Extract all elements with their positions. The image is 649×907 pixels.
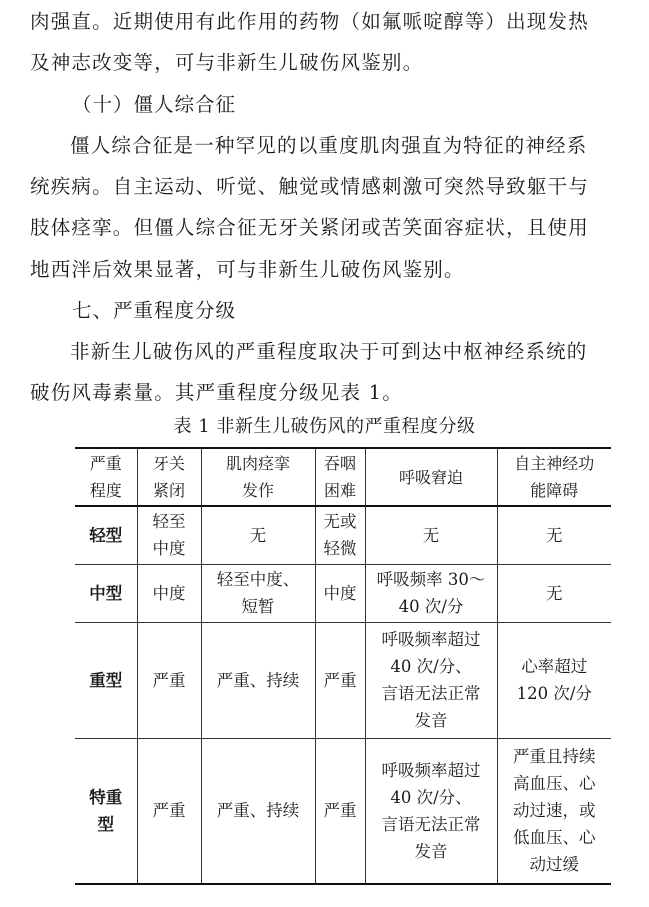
cell-text-line: 40 次/分、 <box>390 657 472 676</box>
column-header <box>201 448 315 506</box>
table-cell <box>315 564 365 622</box>
table-row <box>75 738 611 884</box>
cell-text-line: 言语无法正常 <box>381 814 481 834</box>
table-cell <box>137 506 201 564</box>
cell-text-line: 特重 <box>89 787 123 807</box>
cell-text-line: 动过速，或 <box>513 801 596 821</box>
table-cell <box>201 738 315 884</box>
cell-text-line: 严重、持续 <box>216 670 300 690</box>
cell-text-line: 低血压、心 <box>513 828 596 848</box>
cell-text-line: 困难 <box>323 481 356 500</box>
paragraph-line: 破伤风毒素量。其严重程度分级见表 1。 <box>30 381 403 404</box>
cell-text-line: 严重 <box>152 801 186 821</box>
table-cell <box>137 622 201 738</box>
cell-text-line: 严重 <box>323 670 357 690</box>
cell-text-line: 严重 <box>152 670 186 690</box>
cell-text-line: 紧闭 <box>152 481 185 500</box>
severity-level-cell <box>75 506 137 564</box>
table-cell <box>365 564 497 622</box>
section-heading-stiff-person: （十）僵人综合征 <box>72 93 237 116</box>
table-cell <box>365 738 497 884</box>
paragraph-line: 地西泮后效果显著，可与非新生儿破伤风鉴别。 <box>30 258 465 281</box>
severity-table <box>75 447 611 885</box>
cell-text-line: 无 <box>422 525 440 545</box>
cell-text-line: 肌肉痉挛 <box>225 454 290 473</box>
table-cell <box>201 564 315 622</box>
table-cell <box>365 622 497 738</box>
paragraph-line: 僵人综合征是一种罕见的以重度肌肉强直为特征的神经系 <box>70 134 588 157</box>
cell-text-line: 心率超过 <box>521 657 588 676</box>
table-cell <box>497 622 611 738</box>
cell-text-line: 呼吸频率 30～ <box>376 570 486 589</box>
cell-text-line: 呼吸频率超过 <box>381 760 481 780</box>
cell-text-line: 严重 <box>323 801 357 821</box>
table-cell <box>315 506 365 564</box>
cell-text-line: 无 <box>546 525 563 545</box>
severity-level-cell <box>75 564 137 622</box>
cell-text-line: 短暂 <box>241 597 275 616</box>
table-cell <box>497 506 611 564</box>
cell-text-line: 发音 <box>414 711 448 730</box>
cell-text-line: 严重且持续 <box>513 747 596 767</box>
cell-text-line: 能障碍 <box>530 481 579 500</box>
cell-text-line: 程度 <box>89 481 122 500</box>
cell-text-line: 40 次/分、 <box>390 787 472 807</box>
severity-level-cell <box>75 738 137 884</box>
table-cell <box>365 506 497 564</box>
table-caption: 表 1 非新生儿破伤风的严重程度分级 <box>173 416 476 437</box>
table-row <box>75 506 611 564</box>
table-row <box>75 564 611 622</box>
column-header <box>137 448 201 506</box>
paragraph-line: 非新生儿破伤风的严重程度取决于可到达中枢神经系统的 <box>70 340 588 363</box>
table-header-row <box>75 448 611 506</box>
paragraph-line: 肢体痉挛。但僵人综合征无牙关紧闭或苦笑面容症状，且使用 <box>30 216 589 239</box>
cell-text-line: 中型 <box>89 583 123 603</box>
cell-text-line: 轻微 <box>323 539 357 559</box>
paragraph-line: 统疾病。自主运动、听觉、触觉或情感刺激可突然导致躯干与 <box>30 175 589 198</box>
cell-text-line: 120 次/分 <box>516 684 592 703</box>
cell-text-line: 40 次/分 <box>398 597 464 616</box>
cell-text-line: 轻至中度、 <box>216 570 300 589</box>
cell-text-line: 无 <box>546 583 563 603</box>
cell-text-line: 中度 <box>152 583 186 603</box>
table-cell <box>497 564 611 622</box>
cell-text-line: 中度 <box>323 583 357 603</box>
table-cell <box>137 564 201 622</box>
table-row <box>75 622 611 738</box>
cell-text-line: 发音 <box>414 841 448 861</box>
table-cell <box>497 738 611 884</box>
table-cell <box>315 738 365 884</box>
cell-text-line: 轻型 <box>89 525 123 545</box>
cell-text-line: 发作 <box>241 481 274 500</box>
column-header <box>315 448 365 506</box>
table-cell <box>137 738 201 884</box>
table-cell <box>201 622 315 738</box>
cell-text-line: 吞咽 <box>323 454 356 473</box>
column-header <box>75 448 137 506</box>
column-header <box>497 448 611 506</box>
cell-text-line: 型 <box>97 814 114 834</box>
cell-text-line: 无 <box>249 525 267 545</box>
table-body <box>75 506 611 884</box>
paragraph-line: 肉强直。近期使用有此作用的药物（如氟哌啶醇等）出现发热 <box>30 10 589 33</box>
column-header <box>365 448 497 506</box>
cell-text-line: 无或 <box>323 512 357 532</box>
cell-text-line: 呼吸窘迫 <box>398 467 463 487</box>
cell-text-line: 牙关 <box>152 454 185 473</box>
cell-text-line: 言语无法正常 <box>381 684 481 703</box>
table-cell <box>315 622 365 738</box>
cell-text-line: 中度 <box>152 539 186 559</box>
cell-text-line: 轻至 <box>152 512 186 532</box>
cell-text-line: 重型 <box>89 670 123 690</box>
cell-text-line: 自主神经功 <box>514 454 595 473</box>
severity-level-cell <box>75 622 137 738</box>
cell-text-line: 高血压、心 <box>513 774 596 794</box>
cell-text-line: 呼吸频率超过 <box>381 630 481 649</box>
cell-text-line: 严重 <box>89 454 122 473</box>
section-heading-severity: 七、严重程度分级 <box>72 299 237 322</box>
paragraph-line: 及神志改变等，可与非新生儿破伤风鉴别。 <box>30 51 424 74</box>
cell-text-line: 严重、持续 <box>216 801 300 821</box>
table-cell <box>201 506 315 564</box>
cell-text-line: 动过缓 <box>529 855 579 875</box>
